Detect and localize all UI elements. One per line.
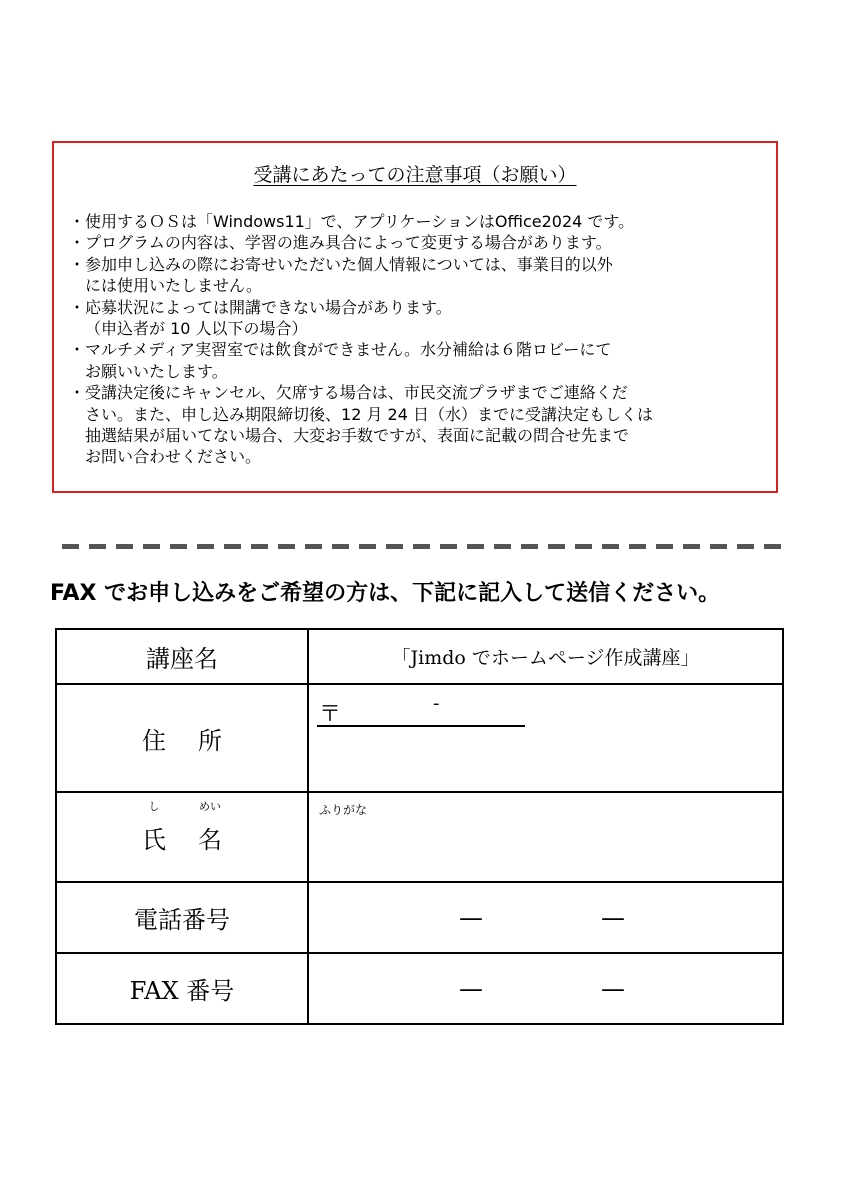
address-label: 住 所	[57, 685, 309, 791]
course-cell	[309, 630, 782, 683]
phone-dash-1: —	[459, 903, 483, 932]
course-label: 講座名	[57, 630, 309, 683]
cut-line-divider	[62, 544, 784, 549]
name-row	[57, 793, 782, 883]
course-name: 「Jimdo でホームページ作成講座」	[391, 647, 700, 669]
fax-dash-1: —	[459, 974, 483, 1003]
fax-instruction: FAX でお申し込みをご希望の方は、下記に記入して送信ください。	[50, 581, 721, 606]
ruby-text: めい	[199, 799, 221, 813]
postal-mark-icon: 〒	[319, 702, 342, 727]
list-item: ・ マルチメディア実習室では飲食ができません。水分補給は６階ロビーにて お願いいたします。	[69, 340, 612, 381]
fax-form-table	[55, 628, 784, 1025]
phone-row	[57, 883, 782, 954]
notice-box	[52, 141, 778, 493]
postal-code-field[interactable]	[317, 693, 525, 727]
furigana-label: ふりがな	[319, 803, 368, 817]
name-label	[57, 793, 309, 881]
name-field[interactable]	[309, 793, 782, 881]
ruby-text: し	[148, 799, 160, 813]
phone-field[interactable]	[309, 883, 782, 952]
fax-field[interactable]	[309, 954, 782, 1023]
list-item: ・ 応募状況によっては開講できない場合があります。 （申込者が 10 人以下の場合）	[69, 297, 452, 339]
address-field[interactable]	[309, 685, 782, 791]
fax-label: FAX 番号	[57, 954, 309, 1023]
list-item: ・ プログラムの内容は、学習の進み具合によって変更する場合があります。	[69, 233, 612, 253]
notice-title: 受講にあたっての注意事項（お願い）	[253, 164, 577, 186]
list-item: ・ 参加申し込みの際にお寄せいただいた個人情報については、事業目的以外 には使用いたしません。	[69, 254, 613, 296]
fax-row	[57, 954, 782, 1023]
list-item: ・ 受講決定後にキャンセル、欠席する場合は、市民交流プラザまでご連絡くだ さい。また、申し込み期限締切後、12 月 24 日（水）までに受講決定もしくは 抽選結果が届いてない場合、大変お手数ですが、表面に記載の問合せ先まで お問い合わせください。	[69, 383, 653, 467]
postal-hyphen: -	[433, 693, 440, 714]
name-char-2: めい 名	[198, 799, 222, 854]
name-char-1: し 氏	[142, 799, 166, 854]
course-row	[57, 630, 782, 685]
phone-label: 電話番号	[57, 883, 309, 952]
phone-dash-2: —	[601, 903, 625, 932]
list-item: ・ 使用するＯＳは「Windows11」で、アプリケーションはOffice2024 です。	[69, 212, 635, 231]
address-row	[57, 685, 782, 793]
notice-list	[69, 211, 769, 468]
fax-dash-2: —	[601, 974, 625, 1003]
